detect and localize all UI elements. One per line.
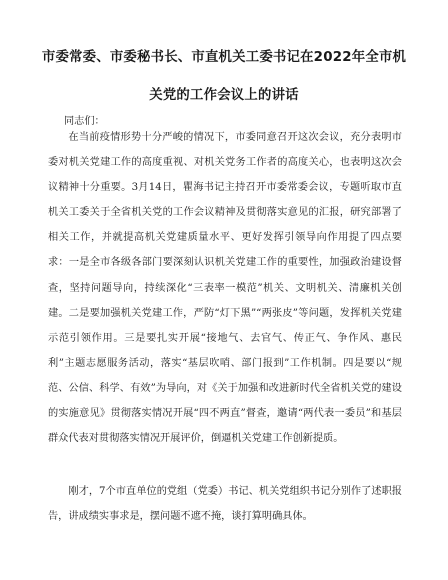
document-title-line2: 关党的工作会议上的讲话 — [149, 88, 299, 103]
document-title-line1: 市委常委、市委秘书长、市直机关工委书记在2022年全市机 — [41, 50, 407, 65]
body-paragraph: 在当前疫情形势十分严峻的情况下，市委同意召开这次会议，充分表明市委对机关党建工作的高度重视、对机关党务工作者的高度关心，也表明这次会议精神十分重要。3月14日，瞿海书记主持召开市委常委会议，专题听取市直机关工委关于全省机关党的工作会议精神及贯彻落实意见的汇报，研究部署了相关工作，并就提高机关党建质量水平、更好发挥引领导向作用提了四点要求：一是全市各级各部门要深刻认识机关党建工作的重要性，加强政治建设督查，坚持问题导向，持续深化“三表率一模范”机关、文明机关、清廉机关创建。二是要加强机关党建工作，严防“灯下黑”“两张皮”等问题，发挥机关党建示范引领作用。三是要扎实开展“接地气、去官气、传正气、争作风、惠民利”主题志愿服务活动，落实“基层吹哨、部门报到”工作机制。四是要以“规范、公信、科学、有效”为导向，对《关于加强和改进新时代全省机关党的建设的实施意见》贯彻落实情况开展“四不两直”督查，邀请“两代表一委员”和基层群众代表对贯彻落实情况开展评价，倒逼机关党建工作创新提质。 — [48, 132, 402, 445]
body-paragraph: 刚才，7个市直单位的党组（党委）书记、机关党组织书记分别作了述职报告，讲成绩实事求是，摆问题不遮不掩，谈打算明确具体。 — [48, 486, 402, 523]
greeting: 同志们： — [64, 116, 105, 127]
